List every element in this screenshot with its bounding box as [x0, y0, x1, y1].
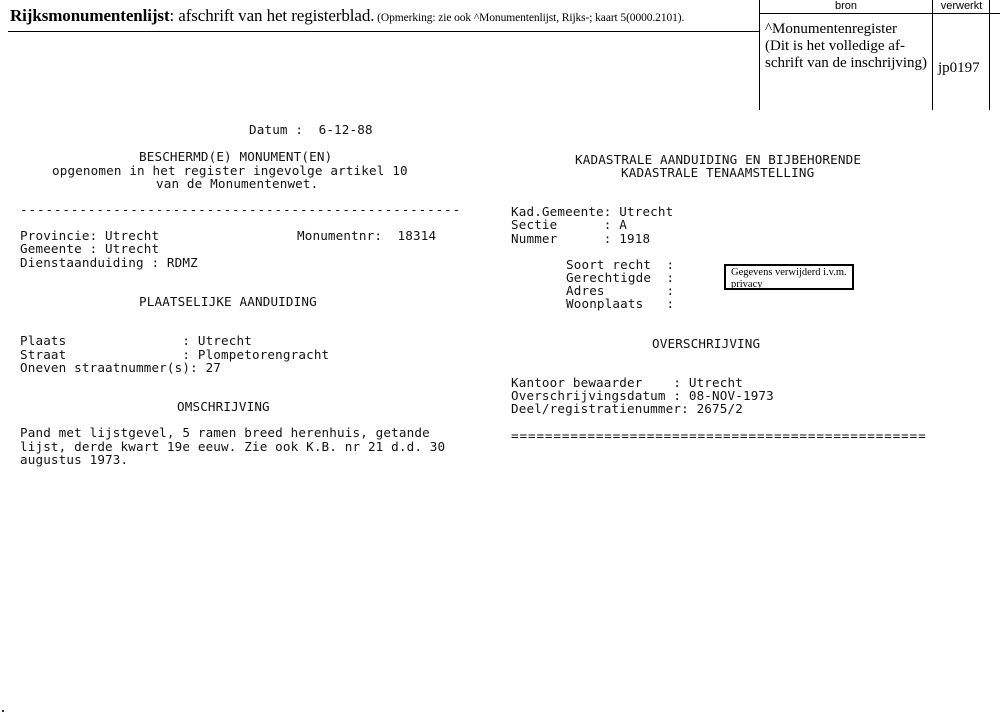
- plaatselijke-heading: PLAATSELIJKE AANDUIDING: [139, 294, 317, 309]
- dienstaanduiding-line: Dienstaanduiding : RDMZ: [20, 255, 198, 270]
- register-sheet: [0, 110, 1000, 649]
- gemeente-line: Gemeente : Utrecht: [20, 241, 160, 256]
- omschrijving-line-3: augustus 1973.: [20, 452, 129, 467]
- monument-title-line-2: opgenomen in het register ingevolge artikel 10: [52, 163, 408, 178]
- overschrijvingsdatum-line: Overschrijvingsdatum : 08-NOV-1973: [511, 388, 774, 403]
- kantoor-line: Kantoor bewaarder : Utrecht: [511, 375, 743, 390]
- omschrijving-line-1: Pand met lijstgevel, 5 ramen breed herenhuis, getande: [20, 425, 430, 440]
- header-title-rest: : afschrift van het registerblad.: [169, 6, 375, 25]
- verwerkt-label: verwerkt: [940, 0, 983, 12]
- nummer-line: Nummer : 1918: [511, 231, 651, 246]
- adres-line: Adres :: [566, 283, 675, 298]
- monumentnr-line: Monumentnr: 18314: [297, 228, 437, 243]
- right-divider: =================================================: [511, 428, 927, 443]
- omschrijving-heading: OMSCHRIJVING: [177, 399, 270, 414]
- soort-recht-line: Soort recht :: [566, 257, 675, 272]
- omschrijving-line-2: lijst, derde kwart 19e eeuw. Zie ook K.B. nr 21 d.d. 30: [20, 439, 446, 454]
- privacy-line-1: Gegevens verwijderd i.v.m.: [731, 267, 847, 278]
- deel-line: Deel/registratienummer: 2675/2: [511, 401, 743, 416]
- overschrijving-heading: OVERSCHRIJVING: [652, 336, 761, 351]
- verwerkt-value: jp0197: [938, 60, 980, 76]
- bron-value: [765, 21, 933, 72]
- meta-right-divider: [989, 0, 990, 119]
- bron-line-1: ^Monumentenregister: [765, 21, 898, 37]
- bron-line-2: (Dit is het volledige af-: [765, 38, 905, 54]
- bron-line-3: schrift van de inschrijving): [765, 55, 928, 71]
- meta-box: [759, 0, 1000, 119]
- provincie-line: Provincie: Utrecht: [20, 228, 160, 243]
- kad-gemeente-line: Kad.Gemeente: Utrecht: [511, 204, 674, 219]
- privacy-redaction-box: [724, 264, 854, 290]
- straat-line: Straat : Plompetorengracht: [20, 347, 330, 362]
- header-title-strong: Rijksmonumentenlijst: [10, 6, 170, 25]
- sectie-line: Sectie : A: [511, 217, 627, 232]
- monument-title-line-3: van de Monumentenwet.: [156, 176, 319, 191]
- header-divider: [8, 31, 760, 32]
- meta-header-divider: [760, 13, 1000, 14]
- left-divider: ----------------------------------------------------: [20, 202, 462, 217]
- datum-line: Datum : 6-12-88: [249, 122, 373, 137]
- monument-title: BESCHERMD(E) MONUMENT(EN): [139, 149, 333, 164]
- plaats-line: Plaats : Utrecht: [20, 333, 252, 348]
- kadastrale-heading-line-2: KADASTRALE TENAAMSTELLING: [621, 165, 815, 180]
- woonplaats-line: Woonplaats :: [566, 296, 675, 311]
- oneven-line: Oneven straatnummer(s): 27: [20, 360, 222, 375]
- privacy-line-2: privacy: [731, 278, 763, 290]
- kadastrale-heading: KADASTRALE AANDUIDING EN BIJBEHORENDE: [575, 152, 862, 167]
- header-note: (Opmerking: zie ook ^Monumentenlijst, Rijks-; kaart 5(0000.2101).: [374, 12, 685, 24]
- header-title: [10, 6, 684, 26]
- bron-label: bron: [834, 0, 858, 12]
- gerechtigde-line: Gerechtigde :: [566, 270, 675, 285]
